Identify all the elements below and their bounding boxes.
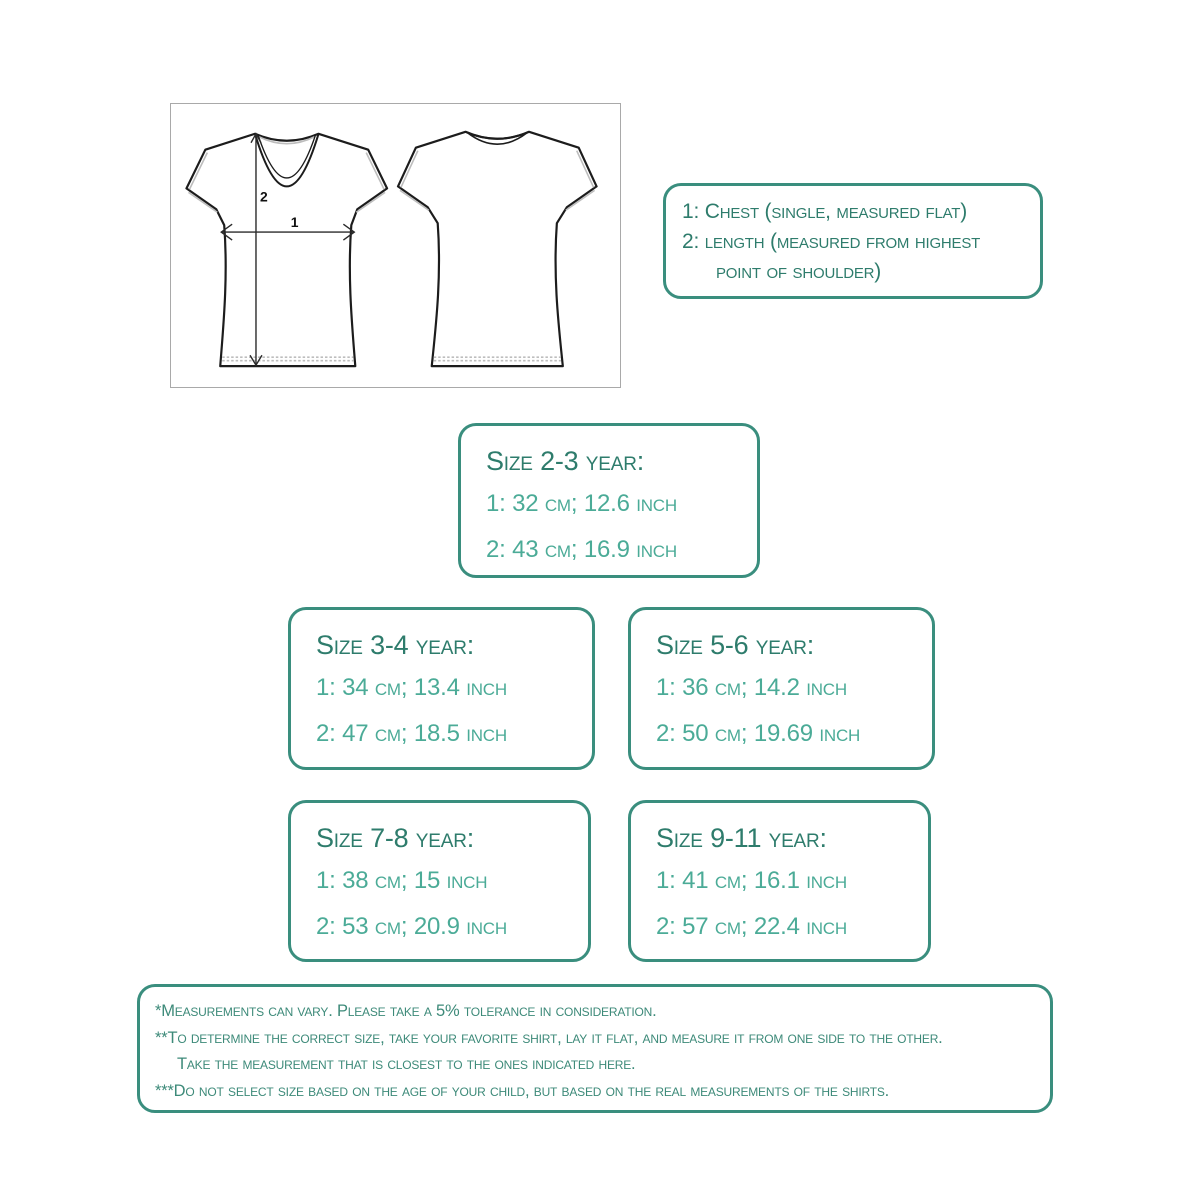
size-box-2-3-year bbox=[458, 423, 760, 578]
measurement-notes-box bbox=[137, 984, 1053, 1113]
size-chest-value: 1: 36 cm; 14.2 inch bbox=[656, 674, 847, 701]
size-chest-value: 1: 41 cm; 16.1 inch bbox=[656, 867, 847, 894]
size-length-value: 2: 43 cm; 16.9 inch bbox=[486, 536, 677, 563]
size-title: Size 2-3 year: bbox=[486, 446, 645, 476]
size-title: Size 3-4 year: bbox=[316, 630, 475, 660]
size-box-3-4-year bbox=[288, 607, 595, 770]
note-age-warning: ***Do not select size based on the age of your child, but based on the real measurements of the shirts. bbox=[155, 1081, 890, 1100]
tshirt-front-outline bbox=[186, 134, 387, 366]
tshirt-measurement-figure bbox=[170, 103, 621, 388]
size-box-5-6-year bbox=[628, 607, 935, 770]
size-chest-value: 1: 38 cm; 15 inch bbox=[316, 867, 488, 894]
measurement-legend-box bbox=[663, 183, 1043, 299]
size-box-9-11-year bbox=[628, 800, 931, 962]
size-length-value: 2: 50 cm; 19.69 inch bbox=[656, 720, 861, 747]
size-title: Size 7-8 year: bbox=[316, 823, 475, 853]
legend-line-chest: 1: Chest (single, measured flat) bbox=[682, 200, 968, 223]
size-chest-value: 1: 32 cm; 12.6 inch bbox=[486, 490, 677, 517]
size-length-value: 2: 47 cm; 18.5 inch bbox=[316, 720, 507, 747]
size-box-7-8-year bbox=[288, 800, 591, 962]
size-chest-value: 1: 34 cm; 13.4 inch bbox=[316, 674, 507, 701]
legend-line-length: 2: length (measured from highest point of shoulder) bbox=[682, 230, 981, 283]
note-determine-size: **To determine the correct size, take your favorite shirt, lay it flat, and measure it from one side to the other. bbox=[155, 1028, 943, 1047]
tshirt-drawing bbox=[171, 104, 620, 387]
measure-2-label: 2 bbox=[259, 188, 268, 205]
note-determine-size-cont: Take the measurement that is closest to the ones indicated here. bbox=[177, 1055, 636, 1073]
note-tolerance: *Measurements can vary. Please take a 5% tolerance in consideration. bbox=[155, 1002, 657, 1020]
size-title: Size 9-11 year: bbox=[656, 823, 827, 853]
size-length-value: 2: 57 cm; 22.4 inch bbox=[656, 913, 847, 940]
size-title: Size 5-6 year: bbox=[656, 630, 815, 660]
measure-1-label: 1 bbox=[290, 214, 299, 231]
size-length-value: 2: 53 cm; 20.9 inch bbox=[316, 913, 507, 940]
tshirt-back-outline bbox=[398, 132, 597, 366]
